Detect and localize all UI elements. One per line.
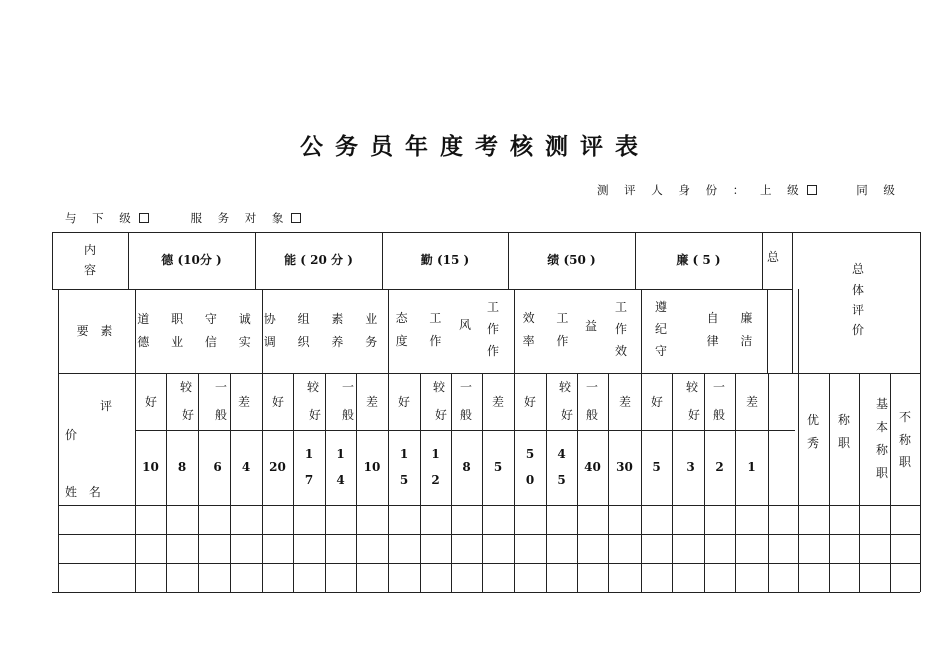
- element-char: 作: [486, 344, 499, 359]
- header-neirong-line: 容: [83, 262, 96, 277]
- element-lian-b: [704, 300, 764, 360]
- score-lian-better: 3: [686, 459, 695, 474]
- element-line: 效 工: [522, 311, 578, 326]
- page-title: 公务员年度考核测评表: [300, 133, 650, 160]
- element-char: 作: [486, 321, 499, 336]
- rating-general-2: 般: [341, 408, 354, 422]
- overall-excellent: [799, 405, 827, 459]
- overall-char: 优: [806, 413, 819, 428]
- overall-evaluation-header: [798, 250, 918, 350]
- element-char: 守: [654, 344, 667, 359]
- entry-row-2[interactable]: [59, 535, 919, 563]
- option-service-label: 服 务 对 象: [190, 211, 290, 225]
- element-char: 作: [614, 321, 627, 336]
- header-zong: 总: [766, 250, 779, 264]
- element-char: 遵: [654, 299, 667, 314]
- grid-line: [762, 232, 763, 289]
- element-line: 调 织 养 务: [263, 335, 387, 349]
- overall-char: 职: [898, 455, 911, 470]
- element-char: 纪: [654, 321, 667, 336]
- overall-char: 评: [851, 303, 864, 317]
- element-qin-feng: 风: [458, 318, 471, 332]
- element-line: 率 作: [522, 334, 578, 348]
- overall-competent: [830, 405, 858, 459]
- superior-checkbox[interactable]: [807, 185, 817, 195]
- overall-char: 本: [875, 420, 888, 435]
- element-line: 道 职 守 诚: [137, 312, 260, 327]
- rating-better-2: 好: [560, 408, 573, 422]
- overall-char: 职: [875, 465, 888, 480]
- rating-better-1: 较: [685, 380, 698, 394]
- grid-line: [920, 232, 921, 592]
- rating-general-1: 一: [712, 380, 725, 394]
- header-ji: 绩 (50 ): [547, 253, 596, 268]
- header-neirong-line: 内: [83, 243, 96, 258]
- rating-general-2: 般: [585, 408, 598, 422]
- rating-better-1: 较: [306, 380, 319, 394]
- grid-line: [767, 289, 768, 373]
- rating-bad: 差: [618, 395, 631, 409]
- rating-general-2: 般: [459, 408, 472, 422]
- element-lian-a: [650, 292, 672, 366]
- option-peer-label: 同 级: [856, 183, 901, 197]
- rating-bad: 差: [237, 395, 250, 409]
- element-ji-a: [522, 300, 578, 360]
- rating-better-1: 较: [432, 380, 445, 394]
- overall-incompetent: [891, 398, 919, 482]
- rating-general-2: 般: [214, 408, 227, 422]
- evaluation-label-2: 价: [65, 428, 78, 442]
- rating-bad: 差: [491, 395, 504, 409]
- header-qin: 勤 (15 ): [420, 253, 470, 268]
- header-lian: 廉 ( 5 ): [676, 253, 721, 268]
- rating-better-2: 好: [434, 408, 447, 422]
- rating-better-2: 好: [181, 408, 194, 422]
- score-de-good: 10: [142, 459, 159, 474]
- rating-general-2: 般: [712, 408, 725, 422]
- element-neng: [262, 289, 388, 373]
- grid-line: [58, 373, 920, 374]
- score-qin-general: 8: [462, 459, 471, 474]
- element-ji-yi: 益: [584, 319, 597, 333]
- element-line: 协 组 素 业: [263, 312, 387, 327]
- rating-bad: 差: [745, 395, 758, 409]
- element-line: 律 洁: [706, 334, 762, 348]
- element-de: [135, 289, 262, 373]
- rating-general-1: 一: [459, 380, 472, 394]
- rating-good: 好: [271, 395, 284, 409]
- score-ji-better: 4 5: [557, 447, 566, 487]
- overall-char: 价: [851, 323, 864, 338]
- score-lian-good: 5: [652, 459, 661, 474]
- evaluation-label-1: 评: [100, 399, 113, 413]
- score-de-better: 8: [177, 459, 187, 474]
- score-qin-good: 1 5: [399, 447, 409, 487]
- rating-general-1: 一: [341, 380, 354, 394]
- entry-row-1[interactable]: [59, 506, 919, 534]
- overall-char: 基: [875, 397, 888, 412]
- overall-char: 称: [837, 413, 850, 428]
- overall-char: 称: [898, 432, 911, 447]
- element-ji-b: [610, 292, 632, 366]
- score-qin-better: 1 2: [431, 447, 440, 487]
- overall-char: 称: [875, 443, 888, 457]
- grid-line: [52, 592, 920, 593]
- option-subordinate-label: 与 下 级: [65, 211, 137, 225]
- score-de-bad: 4: [241, 459, 251, 474]
- overall-char: 总: [851, 262, 864, 277]
- score-lian-bad: 1: [747, 459, 756, 474]
- rating-general-1: 一: [585, 380, 598, 394]
- subordinate-checkbox[interactable]: [139, 213, 149, 223]
- rating-good: 好: [397, 395, 410, 409]
- score-ji-good: 5 0: [525, 447, 535, 487]
- header-neirong: [52, 232, 128, 289]
- score-neng-general: 1 4: [336, 447, 345, 487]
- element-line: 态 工: [395, 311, 451, 326]
- grid-line: [792, 232, 793, 373]
- rating-good: 好: [523, 395, 536, 409]
- score-neng-bad: 10: [363, 459, 381, 474]
- element-char: 工: [486, 299, 499, 314]
- rating-good: 好: [650, 395, 663, 409]
- respondent-line-1: [597, 182, 901, 198]
- score-qin-bad: 5: [493, 459, 503, 474]
- rating-good: 好: [144, 395, 157, 409]
- rating-bad: 差: [365, 395, 378, 409]
- element-char: 工: [614, 299, 627, 314]
- entry-row-3[interactable]: [59, 564, 919, 592]
- element-line: 自 廉: [706, 311, 762, 326]
- score-de-general: 6: [213, 459, 222, 474]
- overall-char: 不: [898, 409, 911, 424]
- score-neng-good: 20: [269, 459, 286, 474]
- overall-char: 秀: [806, 436, 819, 450]
- element-char: 效: [614, 344, 627, 359]
- overall-char: 体: [851, 282, 864, 297]
- element-line: 德 业 信 实: [137, 335, 260, 349]
- score-lian-general: 2: [715, 459, 724, 474]
- respondent-label: 测 评 人 身 份 ：: [597, 183, 751, 197]
- overall-char: 职: [837, 436, 850, 450]
- rating-better-1: 较: [179, 380, 192, 394]
- option-superior-label: 上 级: [759, 183, 805, 197]
- element-label: 要 素: [76, 323, 117, 338]
- header-neng: 能 ( 20 分 ): [284, 253, 353, 268]
- score-neng-better: 1 7: [304, 447, 314, 487]
- element-qin-a: [395, 300, 451, 360]
- rating-better-2: 好: [308, 408, 321, 422]
- rating-better-2: 好: [687, 408, 700, 422]
- name-label: 姓 名: [65, 485, 105, 499]
- header-de: 德 (10分 ): [161, 253, 222, 268]
- element-line: 度 作: [395, 334, 451, 348]
- score-ji-bad: 30: [616, 459, 633, 474]
- element-qin-b: [482, 292, 504, 366]
- rating-general-1: 一: [214, 380, 227, 394]
- rating-better-1: 较: [558, 380, 571, 394]
- service-object-checkbox[interactable]: [291, 213, 301, 223]
- score-ji-general: 40: [584, 459, 601, 474]
- respondent-line-2: [65, 210, 301, 226]
